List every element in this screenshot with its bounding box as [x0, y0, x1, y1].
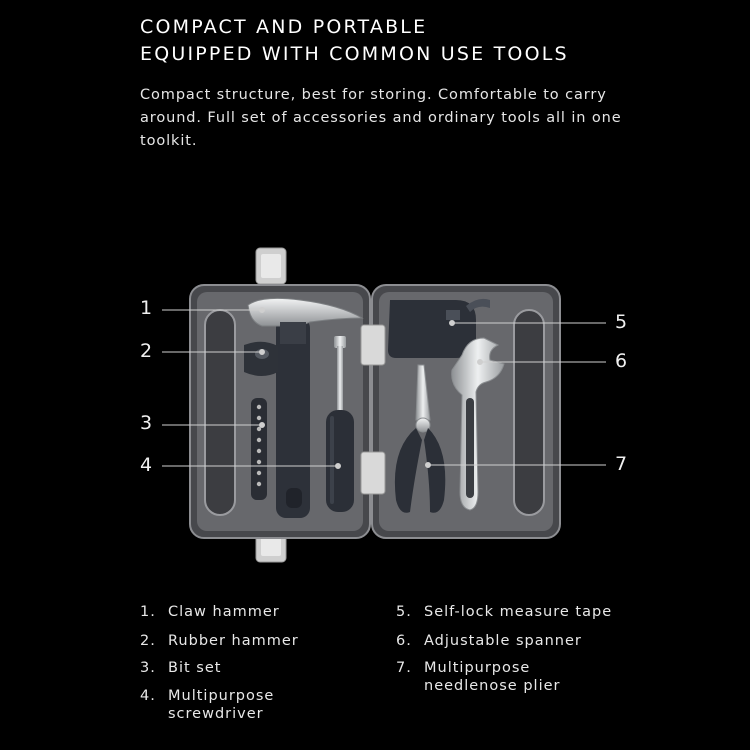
callout-6: 6 — [615, 350, 628, 372]
legend-label: Bit set — [168, 660, 222, 676]
callout-3: 3 — [140, 412, 153, 434]
legend-label: Multipurpose needlenose plier — [424, 660, 561, 694]
callout-2: 2 — [140, 340, 153, 362]
legend-number: 2. — [140, 633, 156, 649]
legend-number: 3. — [140, 660, 156, 676]
legend-label: Claw hammer — [168, 604, 280, 620]
callout-7: 7 — [615, 453, 628, 475]
heading-line-2: EQUIPPED WITH COMMON USE TOOLS — [140, 43, 569, 65]
legend-number: 4. — [140, 688, 156, 704]
legend-label: Self-lock measure tape — [424, 604, 613, 620]
description-text: Compact structure, best for storing. Comfortable to carry around. Full set of accessories and ordinary tools all in one toolkit. — [140, 87, 622, 149]
callout-1: 1 — [140, 297, 153, 319]
heading-line-1: COMPACT AND PORTABLE — [140, 16, 428, 38]
legend-number: 7. — [396, 660, 412, 676]
callout-4: 4 — [140, 454, 153, 476]
case-latch-top — [256, 248, 286, 284]
legend-number: 1. — [140, 604, 156, 620]
legend-number: 6. — [396, 633, 412, 649]
rubber-hammer — [244, 342, 278, 376]
bit-set — [251, 398, 267, 500]
legend-label: Multipurpose screwdriver — [168, 688, 275, 722]
legend-label: Adjustable spanner — [424, 633, 582, 649]
legend-number: 5. — [396, 604, 412, 620]
legend-label: Rubber hammer — [168, 633, 299, 649]
callout-5: 5 — [615, 311, 628, 333]
